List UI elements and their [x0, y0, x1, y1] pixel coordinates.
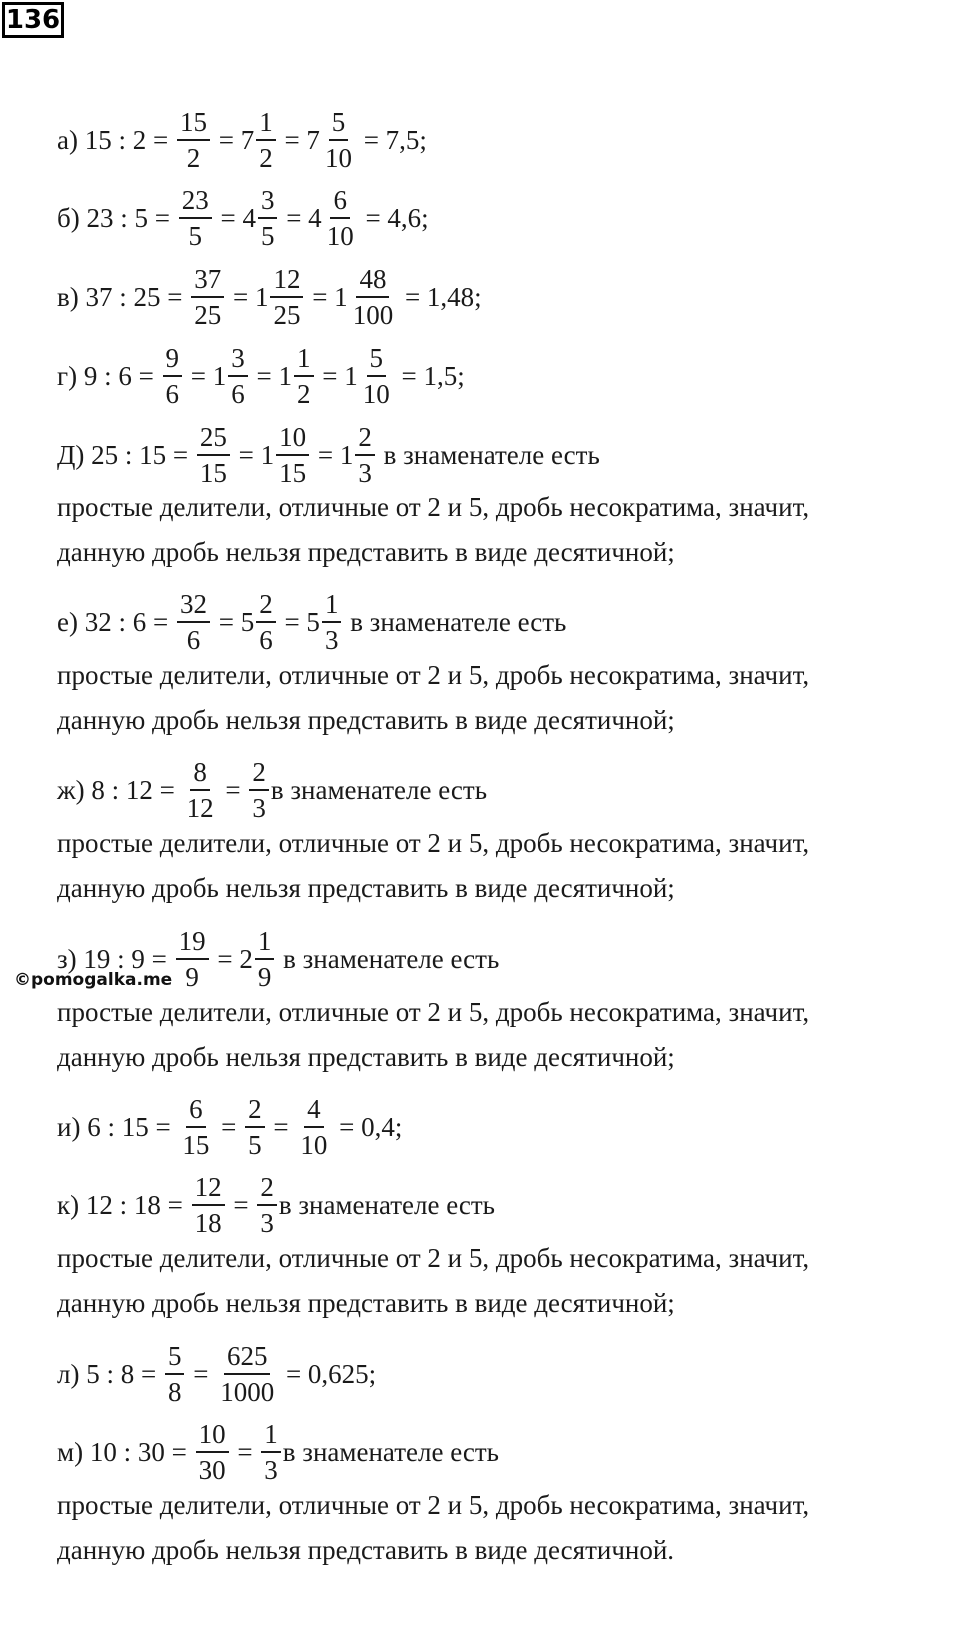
equation-text: = 1: [184, 360, 227, 391]
fraction-numerator: 12: [192, 1173, 225, 1206]
equation-text: в) 37 : 25 =: [57, 281, 190, 312]
fraction-denominator: 2: [259, 143, 273, 173]
equation-line-i: [57, 1093, 403, 1160]
fraction-denominator: 9: [257, 962, 272, 992]
fraction-denominator: 6: [259, 625, 273, 655]
conclusion-text-final: данную дробь нельзя представить в виде десятичной.: [57, 1535, 675, 1565]
fraction-denominator: 18: [194, 1208, 222, 1238]
equation-text: в знаменателе есть: [282, 1436, 499, 1467]
fraction-numerator: 2: [245, 1095, 265, 1128]
equation-text: в знаменателе есть: [270, 774, 488, 805]
equation-text: г) 9 : 6 =: [57, 360, 161, 391]
fraction-numerator: 37: [191, 265, 224, 298]
equation-text: и) 6 : 15 =: [57, 1111, 178, 1142]
fraction: [176, 927, 209, 992]
conclusion-text: данную дробь нельзя представить в виде десятичной;: [57, 537, 675, 567]
fraction: [177, 108, 210, 173]
fraction: [256, 590, 276, 655]
fraction-denominator: 3: [358, 458, 372, 488]
equation-text: = 4: [279, 202, 322, 233]
equation-text: =: [266, 1111, 296, 1142]
fraction: [257, 1173, 277, 1238]
equation-text: м) 10 : 30 =: [57, 1436, 194, 1467]
fraction-denominator: 10: [326, 221, 354, 251]
equation-line-a: [57, 106, 427, 173]
fraction-numerator: 23: [179, 186, 212, 219]
equation-text: б) 23 : 5 =: [57, 202, 177, 233]
fraction-denominator: 2: [297, 379, 311, 409]
fraction: [191, 265, 224, 330]
fraction-denominator: 9: [185, 962, 199, 992]
equation-text: = 1: [249, 360, 293, 391]
equation-text: л) 5 : 8 =: [57, 1358, 163, 1389]
fraction-denominator: 30: [198, 1455, 226, 1485]
explanation-text: простые делители, отличные от 2 и 5, дробь несократима, значит,: [57, 997, 810, 1027]
fraction-numerator: 5: [165, 1342, 185, 1375]
equation-line-e: [57, 588, 567, 655]
equation-line-m: [57, 1418, 499, 1485]
equation-line-b: [57, 184, 429, 251]
fraction-numerator: 25: [197, 423, 230, 456]
fraction-numerator: 4: [304, 1095, 324, 1128]
fraction: [276, 423, 309, 488]
fraction-numerator: 9: [163, 344, 183, 377]
fraction-numerator: 8: [190, 758, 210, 791]
fraction: [196, 1420, 229, 1485]
fraction: [245, 1095, 265, 1160]
equation-text: = 7: [211, 124, 255, 155]
fraction-denominator: 25: [273, 300, 301, 330]
equation-text: = 5: [211, 606, 255, 637]
fraction-denominator: 15: [199, 458, 227, 488]
equation-line-d: [57, 421, 600, 488]
fraction-denominator: 25: [194, 300, 222, 330]
fraction: [184, 758, 217, 823]
fraction-denominator: 10: [362, 379, 390, 409]
equation-text: = 7: [277, 124, 320, 155]
equation-text: в знаменателе есть: [343, 606, 567, 637]
fraction-numerator: 1: [256, 108, 276, 141]
fraction: [297, 1095, 330, 1160]
fraction-denominator: 100: [352, 300, 394, 330]
fraction-denominator: 5: [260, 221, 275, 251]
fraction-numerator: 32: [177, 590, 210, 623]
fraction-denominator: 10: [324, 143, 352, 173]
equation-line-k: [57, 1171, 495, 1238]
equation-text: = 1,5;: [394, 360, 465, 391]
fraction-denominator: 15: [279, 458, 307, 488]
fraction-denominator: 3: [252, 793, 266, 823]
fraction: [350, 265, 397, 330]
explanation-text: простые делители, отличные от 2 и 5, дробь несократима, значит,: [57, 660, 810, 690]
equation-text: =: [218, 774, 248, 805]
explanation-text: простые делители, отличные от 2 и 5, дробь несократима, значит,: [57, 1490, 810, 1520]
equation-text: е) 32 : 6 =: [57, 606, 175, 637]
fraction: [179, 1095, 212, 1160]
equation-text: = 7,5;: [356, 124, 427, 155]
fraction-numerator: 3: [258, 186, 278, 219]
equation-text: в знаменателе есть: [278, 1189, 495, 1220]
equation-text: = 1: [311, 439, 354, 470]
explanation-text: простые делители, отличные от 2 и 5, дробь несократима, значит,: [57, 492, 810, 522]
fraction-numerator: 1: [255, 927, 275, 960]
equation-text: = 2: [210, 943, 253, 974]
fraction-denominator: 6: [231, 379, 245, 409]
fraction-numerator: 3: [228, 344, 248, 377]
equation-text: ж) 8 : 12 =: [57, 774, 182, 805]
fraction-numerator: 1: [261, 1420, 281, 1453]
equation-text: =: [226, 1189, 256, 1220]
explanation-text: простые делители, отличные от 2 и 5, дробь несократима, значит,: [57, 828, 810, 858]
equation-text: = 4,6;: [358, 202, 429, 233]
equation-line-v: [57, 263, 482, 330]
fraction-numerator: 5: [367, 344, 387, 377]
fraction-numerator: 2: [249, 758, 269, 791]
equation-text: =: [230, 1436, 260, 1467]
fraction: [258, 186, 278, 251]
fraction-numerator: 2: [256, 590, 276, 623]
fraction: [228, 344, 248, 409]
equation-text: = 0,625;: [279, 1358, 377, 1389]
fraction: [324, 186, 357, 251]
fraction: [192, 1173, 225, 1238]
fraction-numerator: 5: [329, 108, 349, 141]
fraction: [355, 423, 375, 488]
fraction-denominator: 3: [260, 1208, 274, 1238]
equation-text: = 5: [277, 606, 320, 637]
fraction-denominator: 5: [248, 1130, 262, 1160]
equation-line-l: [57, 1340, 377, 1407]
fraction-denominator: 3: [264, 1455, 278, 1485]
equation-text: = 1,48;: [398, 281, 482, 312]
equation-text: =: [186, 1358, 216, 1389]
equation-text: = 1: [305, 281, 348, 312]
fraction: [197, 423, 230, 488]
fraction-denominator: 6: [186, 625, 201, 655]
equation-text: Д) 25 : 15 =: [57, 439, 195, 470]
conclusion-text: данную дробь нельзя представить в виде десятичной;: [57, 705, 675, 735]
equation-text: = 1: [231, 439, 275, 470]
site-watermark: ©pomogalka.me: [14, 970, 173, 990]
fraction-numerator: 2: [257, 1173, 277, 1206]
fraction: [165, 1342, 185, 1407]
fraction-numerator: 625: [224, 1342, 271, 1375]
fraction-denominator: 3: [324, 625, 339, 655]
fraction: [217, 1342, 277, 1407]
fraction: [322, 108, 355, 173]
fraction-numerator: 10: [196, 1420, 229, 1453]
equation-text: а) 15 : 2 =: [57, 124, 175, 155]
fraction-numerator: 1: [322, 590, 342, 623]
equation-text: = 0,4;: [332, 1111, 403, 1142]
fraction-numerator: 12: [270, 265, 303, 298]
equation-text: з) 19 : 9 =: [57, 943, 174, 974]
fraction: [179, 186, 212, 251]
fraction-denominator: 10: [300, 1130, 328, 1160]
fraction-numerator: 2: [355, 423, 375, 456]
equation-text: = 1: [226, 281, 269, 312]
conclusion-text: данную дробь нельзя представить в виде десятичной;: [57, 1288, 675, 1318]
fraction-denominator: 15: [182, 1130, 210, 1160]
equation-text: = 4: [213, 202, 256, 233]
fraction: [322, 590, 342, 655]
equation-line-zh: [57, 756, 488, 823]
fraction-denominator: 12: [186, 793, 214, 823]
equation-text: к) 12 : 18 =: [57, 1189, 190, 1220]
fraction-denominator: 6: [165, 379, 180, 409]
conclusion-text: данную дробь нельзя представить в виде десятичной;: [57, 873, 675, 903]
equation-text: в знаменателе есть: [276, 943, 500, 974]
fraction-numerator: 10: [276, 423, 309, 456]
fraction: [270, 265, 303, 330]
fraction: [177, 590, 210, 655]
equation-text: = 1: [315, 360, 358, 391]
fraction: [249, 758, 269, 823]
equation-text: =: [214, 1111, 244, 1142]
fraction-denominator: 5: [188, 221, 202, 251]
fraction-denominator: 2: [186, 143, 201, 173]
fraction-numerator: 6: [330, 186, 350, 219]
fraction-numerator: 48: [356, 265, 389, 298]
fraction-numerator: 15: [177, 108, 210, 141]
explanation-text: простые делители, отличные от 2 и 5, дробь несократима, значит,: [57, 1243, 810, 1273]
equation-line-g: [57, 342, 465, 409]
fraction: [294, 344, 314, 409]
fraction-denominator: 8: [167, 1377, 182, 1407]
fraction: [163, 344, 183, 409]
fraction: [255, 927, 275, 992]
equation-text: в знаменателе есть: [376, 439, 600, 470]
fraction-numerator: 19: [176, 927, 209, 960]
fraction: [256, 108, 276, 173]
fraction: [261, 1420, 281, 1485]
fraction-denominator: 1000: [220, 1377, 275, 1407]
fraction: [360, 344, 393, 409]
fraction-numerator: 6: [186, 1095, 206, 1128]
problem-number-badge: 136: [2, 2, 64, 38]
fraction-numerator: 1: [294, 344, 314, 377]
conclusion-text: данную дробь нельзя представить в виде десятичной;: [57, 1042, 675, 1072]
